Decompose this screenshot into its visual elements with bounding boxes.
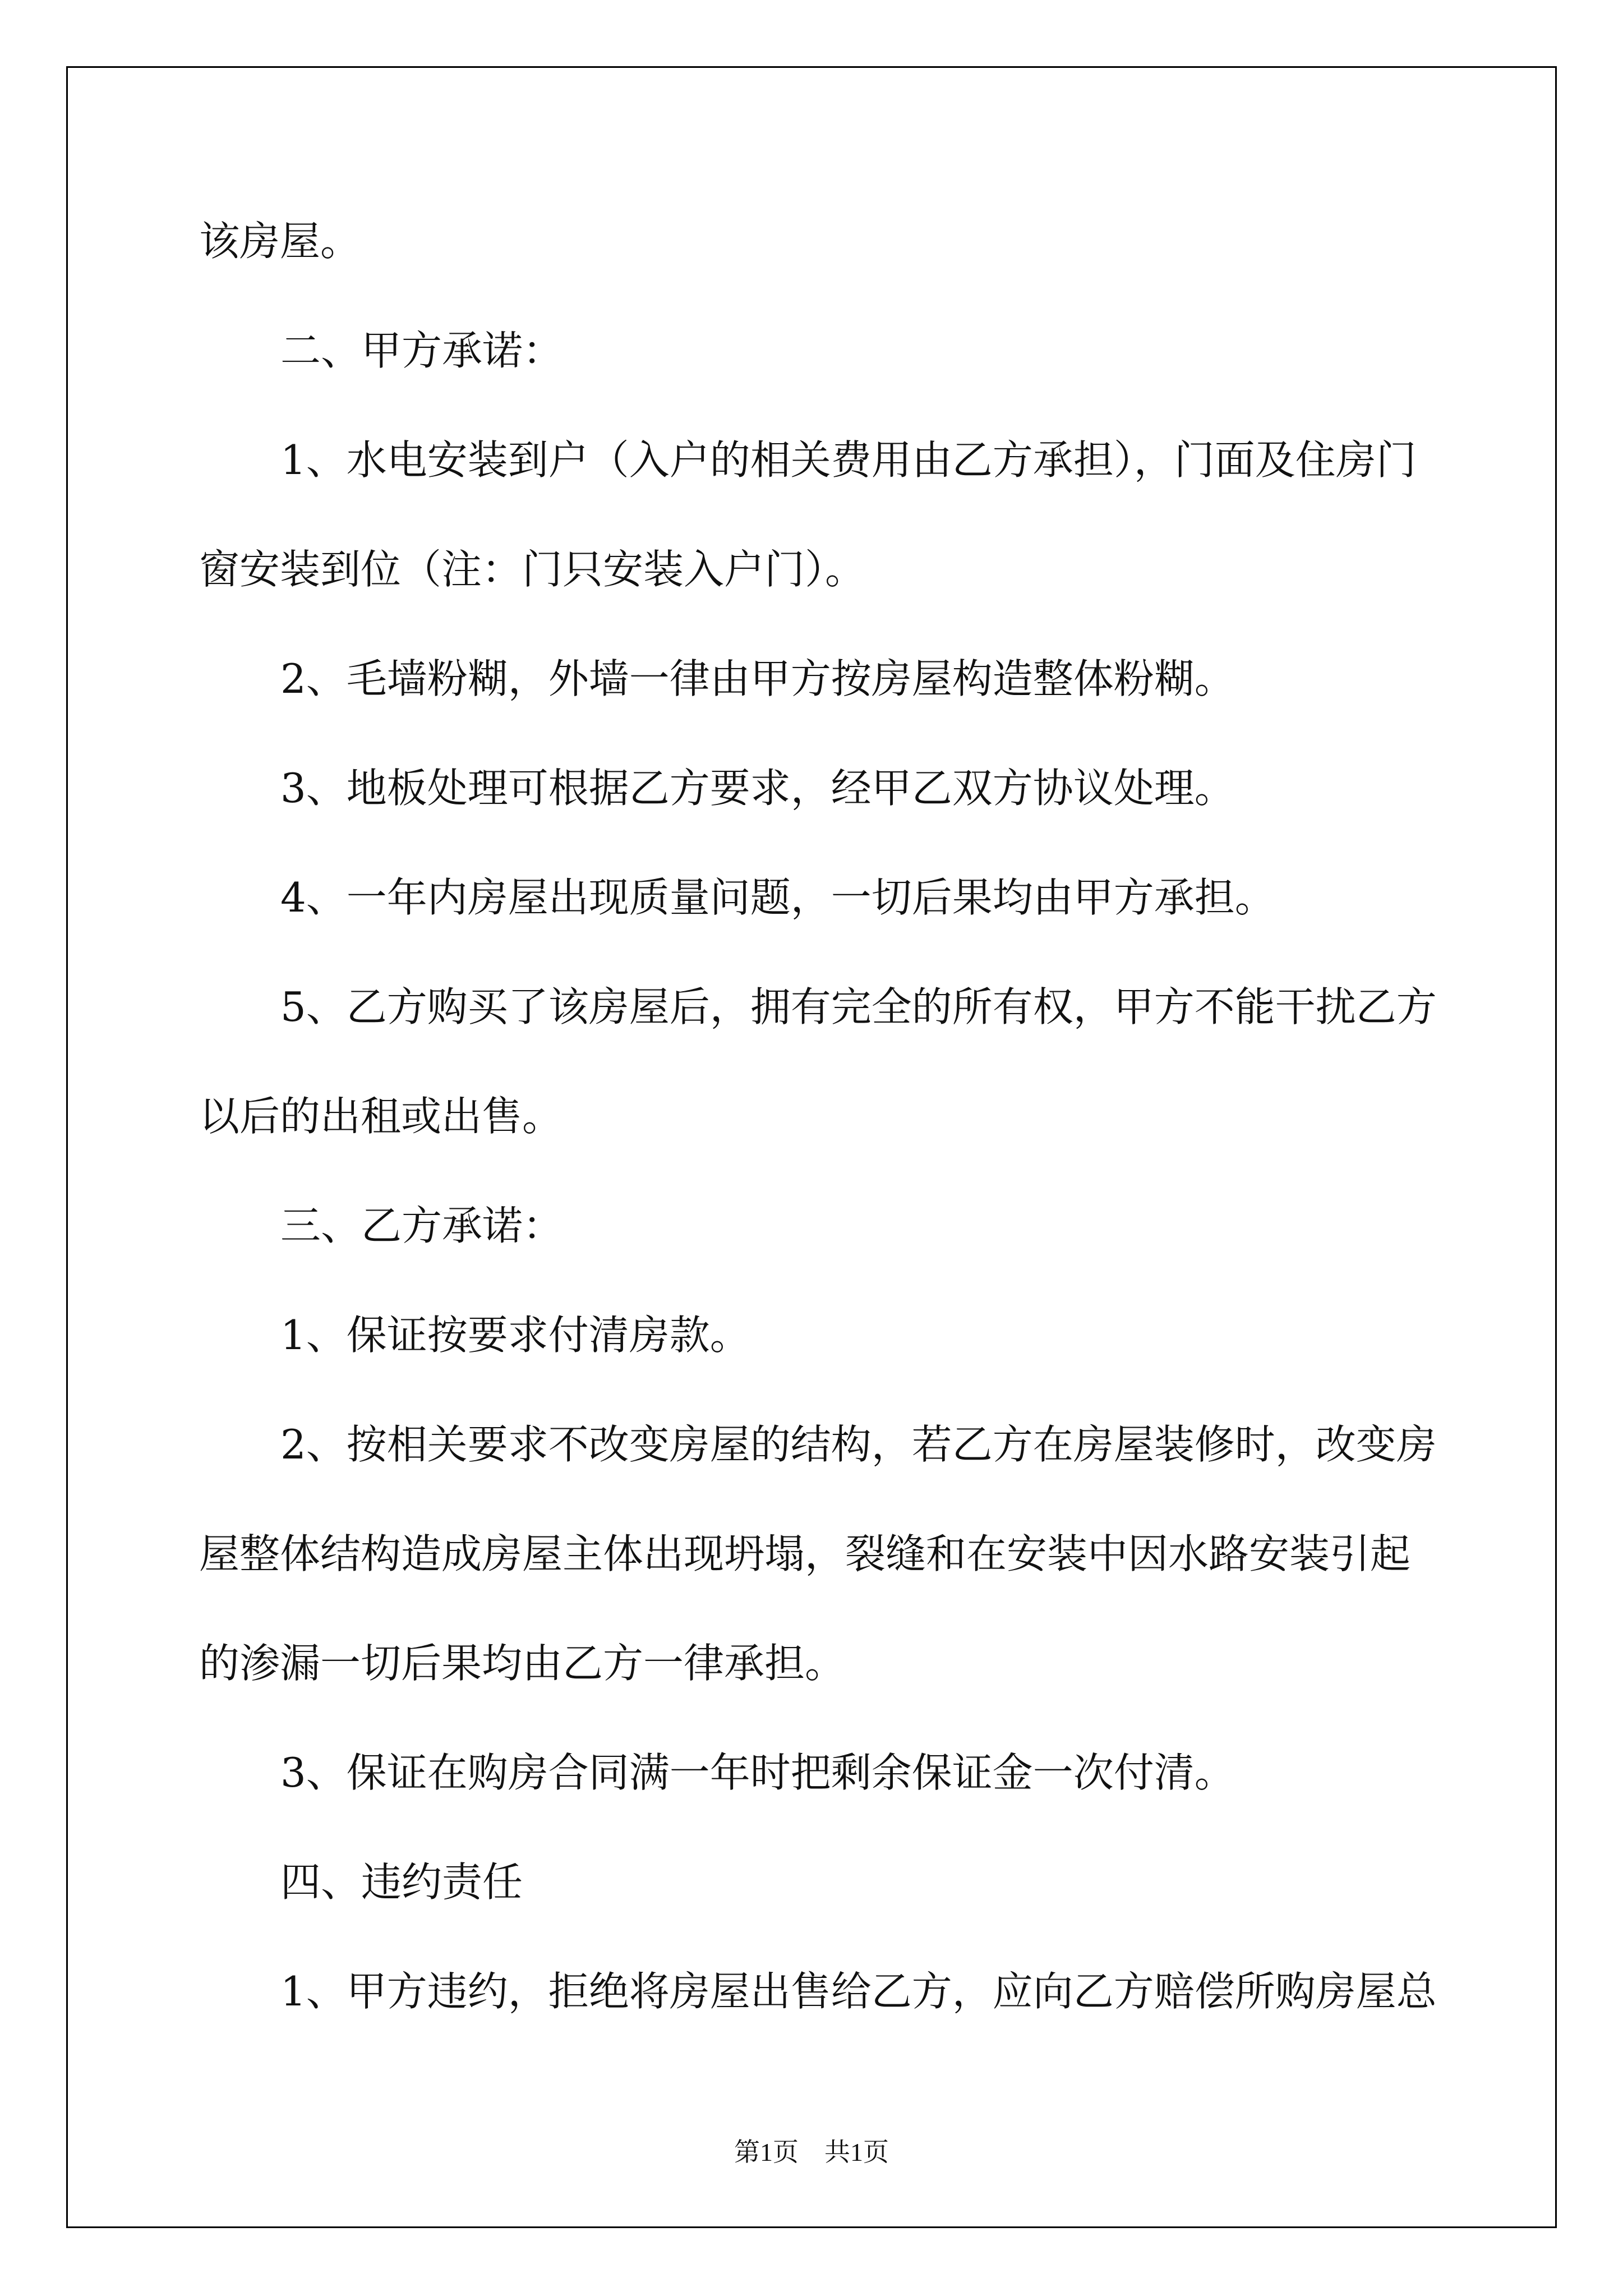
body-line: 3、保证在购房合同满一年时把剩余保证金一次付清。 (280, 1749, 1235, 1796)
body-line: 2、按相关要求不改变房屋的结构，若乙方在房屋装修时，改变房 (280, 1421, 1437, 1468)
body-line: 4、一年内房屋出现质量问题，一切后果均由甲方承担。 (280, 874, 1275, 921)
body-line: 1、水电安装到户（入户的相关费用由乙方承担），门面及住房门 (280, 436, 1417, 484)
body-line: 的渗漏一切后果均由乙方一律承担。 (199, 1640, 846, 1687)
section-heading: 三、乙方承诺： (280, 1202, 564, 1249)
page-number: 第1页 (734, 2138, 799, 2166)
body-line: 屋整体结构造成房屋主体出现坍塌，裂缝和在安装中因水路安装引起 (199, 1530, 1411, 1577)
body-line: 5、乙方购买了该房屋后，拥有完全的所有权，甲方不能干扰乙方 (280, 983, 1437, 1030)
body-line: 窗安装到位（注：门只安装入户门）。 (199, 546, 866, 593)
page-total: 共1页 (824, 2138, 889, 2166)
body-line: 该房屋。 (199, 218, 361, 265)
body-line: 1、保证按要求付清房款。 (280, 1312, 750, 1359)
body-line: 3、地板处理可根据乙方要求，经甲乙双方协议处理。 (280, 765, 1235, 812)
body-line: 1、甲方违约，拒绝将房屋出售给乙方，应向乙方赔偿所购房屋总 (280, 1968, 1437, 2015)
page-footer (0, 2132, 1623, 2169)
section-heading: 四、违约责任 (280, 1858, 523, 1906)
body-line: 以后的出租或出售。 (199, 1093, 563, 1140)
body-line: 2、毛墙粉糊，外墙一律由甲方按房屋构造整体粉糊。 (280, 655, 1235, 702)
section-heading: 二、甲方承诺： (280, 327, 564, 374)
